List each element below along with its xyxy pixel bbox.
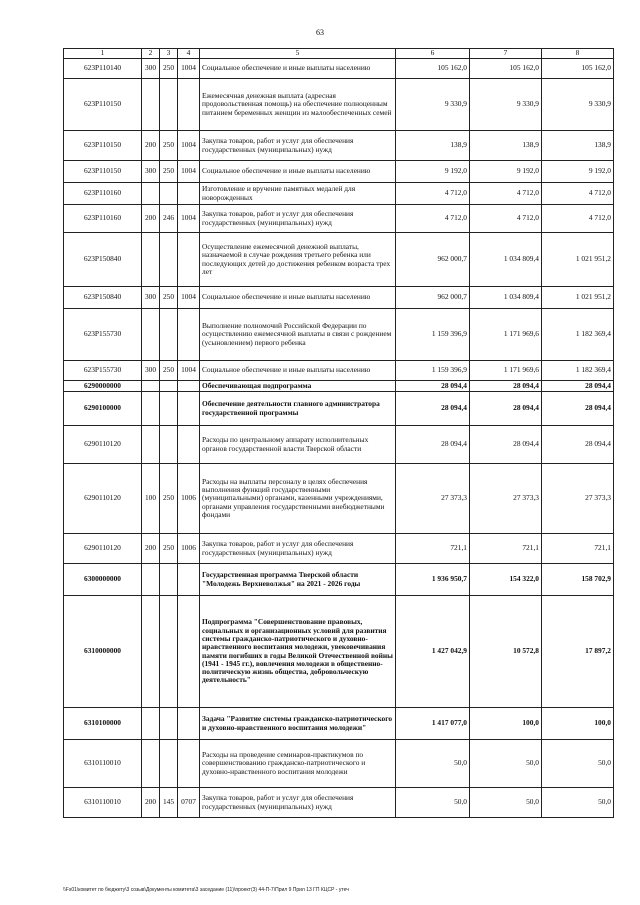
cell-expense-type	[142, 233, 160, 287]
cell-name: Закупка товаров, работ и услуг для обеспечения государственных (муниципальных) нужд	[200, 131, 396, 161]
table-row	[64, 596, 614, 708]
cell-admin-code: 250	[160, 131, 178, 161]
cell-admin-code	[160, 79, 178, 131]
cell-amount-col8: 1 182 369,4	[542, 309, 614, 361]
cell-expense-type: 200	[142, 131, 160, 161]
cell-admin-code	[160, 708, 178, 740]
cell-code: 623P150840	[64, 233, 142, 287]
cell-amount-col6: 28 094,4	[396, 381, 470, 392]
table-row	[64, 740, 614, 788]
cell-amount-col8: 1 182 369,4	[542, 361, 614, 381]
cell-admin-code: 250	[160, 161, 178, 183]
cell-amount-col6: 4 712,0	[396, 205, 470, 233]
cell-code: 6310100000	[64, 708, 142, 740]
cell-name: Ежемесячная денежная выплата (адресная продовольственная помощь) на обеспечение полноценным питанием беременных женщин из малообеспеченных семей	[200, 79, 396, 131]
cell-amount-col6: 1 159 396,9	[396, 361, 470, 381]
col-header: 8	[542, 49, 614, 59]
cell-amount-col6: 28 094,4	[396, 392, 470, 426]
table-row	[64, 183, 614, 205]
cell-expense-type	[142, 381, 160, 392]
cell-admin-code: 250	[160, 534, 178, 564]
cell-name: Обеспечивающая подпрограмма	[200, 381, 396, 392]
cell-amount-col7: 9 330,9	[470, 79, 542, 131]
cell-amount-col8: 1 021 951,2	[542, 287, 614, 309]
table-row	[64, 464, 614, 534]
table-row	[64, 287, 614, 309]
cell-name: Социальное обеспечение и иные выплаты населению	[200, 287, 396, 309]
cell-amount-col8: 28 094,4	[542, 426, 614, 464]
cell-code: 6290000000	[64, 381, 142, 392]
cell-code: 623P110160	[64, 183, 142, 205]
cell-amount-col8: 138,9	[542, 131, 614, 161]
cell-admin-code	[160, 381, 178, 392]
cell-amount-col6: 9 192,0	[396, 161, 470, 183]
cell-section-code: 1004	[178, 59, 200, 79]
cell-section-code	[178, 740, 200, 788]
cell-amount-col8: 1 021 951,2	[542, 233, 614, 287]
cell-amount-col6: 1 417 077,0	[396, 708, 470, 740]
cell-name: Подпрограмма "Совершенствование правовых, социальных и организационных условий для развития системы гражданско-патриотического и духовно-нравственного воспитания молодежи, увековечивания памяти погибших в годы Великой Отечественной войны (1941 - 1945 гг.), вовлечения молодежи в общественно-политическую жизнь общества, добровольческую деятельность"	[200, 596, 396, 708]
cell-code: 623P110140	[64, 59, 142, 79]
col-header: 6	[396, 49, 470, 59]
cell-admin-code	[160, 740, 178, 788]
cell-code: 623P110160	[64, 205, 142, 233]
cell-name: Социальное обеспечение и иные выплаты населению	[200, 59, 396, 79]
cell-amount-col6: 1 936 950,7	[396, 564, 470, 596]
cell-amount-col6: 962 000,7	[396, 287, 470, 309]
cell-name: Изготовление и вручение памятных медалей для новорожденных	[200, 183, 396, 205]
page-number: 63	[316, 28, 324, 37]
cell-admin-code	[160, 596, 178, 708]
cell-admin-code: 250	[160, 464, 178, 534]
cell-code: 6310110010	[64, 740, 142, 788]
cell-section-code	[178, 183, 200, 205]
cell-amount-col8: 27 373,3	[542, 464, 614, 534]
cell-section-code: 1006	[178, 534, 200, 564]
cell-admin-code: 250	[160, 59, 178, 79]
cell-section-code	[178, 381, 200, 392]
cell-amount-col7: 28 094,4	[470, 381, 542, 392]
cell-amount-col6: 962 000,7	[396, 233, 470, 287]
cell-section-code: 1004	[178, 287, 200, 309]
cell-name: Выполнение полномочий Российской Федерации по осуществлению ежемесячной выплаты в связи с рождением (усыновлением) первого ребенка	[200, 309, 396, 361]
cell-amount-col7: 28 094,4	[470, 426, 542, 464]
cell-section-code	[178, 233, 200, 287]
cell-name: Социальное обеспечение и иные выплаты населению	[200, 361, 396, 381]
cell-code: 6290110120	[64, 534, 142, 564]
cell-code: 6290110120	[64, 464, 142, 534]
cell-amount-col6: 50,0	[396, 788, 470, 818]
cell-amount-col6: 4 712,0	[396, 183, 470, 205]
cell-amount-col7: 50,0	[470, 788, 542, 818]
cell-expense-type: 100	[142, 464, 160, 534]
cell-section-code	[178, 79, 200, 131]
cell-code: 6300000000	[64, 564, 142, 596]
cell-admin-code: 250	[160, 287, 178, 309]
cell-amount-col8: 28 094,4	[542, 392, 614, 426]
cell-code: 623P155730	[64, 309, 142, 361]
cell-code: 623P110150	[64, 131, 142, 161]
cell-name: Закупка товаров, работ и услуг для обеспечения государственных (муниципальных) нужд	[200, 788, 396, 818]
cell-section-code	[178, 392, 200, 426]
cell-admin-code	[160, 426, 178, 464]
cell-section-code	[178, 564, 200, 596]
cell-amount-col7: 4 712,0	[470, 183, 542, 205]
cell-code: 6310110010	[64, 788, 142, 818]
cell-amount-col6: 105 162,0	[396, 59, 470, 79]
cell-amount-col6: 1 427 042,9	[396, 596, 470, 708]
cell-section-code: 1004	[178, 205, 200, 233]
col-header: 2	[142, 49, 160, 59]
cell-amount-col8: 9 330,9	[542, 79, 614, 131]
table-row	[64, 381, 614, 392]
col-header: 7	[470, 49, 542, 59]
cell-section-code	[178, 309, 200, 361]
cell-amount-col6: 721,1	[396, 534, 470, 564]
cell-amount-col6: 1 159 396,9	[396, 309, 470, 361]
cell-amount-col7: 1 034 809,4	[470, 233, 542, 287]
cell-amount-col7: 27 373,3	[470, 464, 542, 534]
col-header: 1	[64, 49, 142, 59]
table-row	[64, 534, 614, 564]
cell-amount-col6: 27 373,3	[396, 464, 470, 534]
cell-section-code	[178, 708, 200, 740]
cell-amount-col7: 9 192,0	[470, 161, 542, 183]
cell-expense-type: 200	[142, 205, 160, 233]
cell-section-code: 1004	[178, 361, 200, 381]
cell-expense-type	[142, 309, 160, 361]
cell-expense-type	[142, 596, 160, 708]
footer-file-path: \\Fs01\комитет по бюджету\3 созыв\Документы комитета\3 заседание (11)\проект(3) 44-П-7\Прил 9 Прил 13 ГП КЦСР - утеч	[63, 887, 349, 893]
table-row	[64, 564, 614, 596]
cell-amount-col6: 28 094,4	[396, 426, 470, 464]
table-row	[64, 233, 614, 287]
cell-expense-type	[142, 79, 160, 131]
cell-amount-col8: 158 702,9	[542, 564, 614, 596]
cell-code: 623P110150	[64, 161, 142, 183]
table-row	[64, 131, 614, 161]
cell-amount-col7: 28 094,4	[470, 392, 542, 426]
cell-section-code: 1004	[178, 131, 200, 161]
cell-amount-col7: 1 171 969,6	[470, 309, 542, 361]
cell-amount-col6: 138,9	[396, 131, 470, 161]
cell-admin-code	[160, 309, 178, 361]
cell-amount-col8: 50,0	[542, 788, 614, 818]
cell-amount-col6: 50,0	[396, 740, 470, 788]
table-row	[64, 426, 614, 464]
col-header: 3	[160, 49, 178, 59]
cell-name: Государственная программа Тверской области "Молодежь Верхневолжья" на 2021 - 2026 годы	[200, 564, 396, 596]
cell-amount-col7: 105 162,0	[470, 59, 542, 79]
cell-amount-col8: 4 712,0	[542, 205, 614, 233]
cell-expense-type	[142, 392, 160, 426]
cell-name: Задача "Развитие системы гражданско-патриотического и духовно-нравственного воспитания молодежи"	[200, 708, 396, 740]
cell-code: 623P155730	[64, 361, 142, 381]
cell-amount-col8: 28 094,4	[542, 381, 614, 392]
cell-expense-type	[142, 183, 160, 205]
cell-expense-type: 200	[142, 788, 160, 818]
table-row	[64, 361, 614, 381]
cell-name: Закупка товаров, работ и услуг для обеспечения государственных (муниципальных) нужд	[200, 205, 396, 233]
cell-amount-col7: 10 572,8	[470, 596, 542, 708]
cell-section-code	[178, 426, 200, 464]
cell-code: 623P110150	[64, 79, 142, 131]
cell-name: Социальное обеспечение и иные выплаты населению	[200, 161, 396, 183]
cell-expense-type: 200	[142, 534, 160, 564]
cell-name: Расходы на выплаты персоналу в целях обеспечения выполнения функций государственными (муниципальными) органами, казенными учреждениями, органами управления государственными внебюджетными фондами	[200, 464, 396, 534]
col-header: 4	[178, 49, 200, 59]
cell-amount-col6: 9 330,9	[396, 79, 470, 131]
cell-amount-col7: 1 171 969,6	[470, 361, 542, 381]
cell-expense-type: 300	[142, 161, 160, 183]
table-row	[64, 59, 614, 79]
cell-amount-col7: 138,9	[470, 131, 542, 161]
col-header: 5	[200, 49, 396, 59]
cell-amount-col7: 4 712,0	[470, 205, 542, 233]
table-row	[64, 708, 614, 740]
cell-amount-col7: 50,0	[470, 740, 542, 788]
cell-expense-type	[142, 426, 160, 464]
cell-expense-type: 300	[142, 59, 160, 79]
table-row	[64, 205, 614, 233]
cell-expense-type	[142, 564, 160, 596]
table-row	[64, 392, 614, 426]
cell-amount-col8: 9 192,0	[542, 161, 614, 183]
cell-amount-col8: 721,1	[542, 534, 614, 564]
cell-amount-col8: 4 712,0	[542, 183, 614, 205]
cell-admin-code: 246	[160, 205, 178, 233]
cell-name: Расходы по центральному аппарату исполнительных органов государственной власти Тверской области	[200, 426, 396, 464]
cell-name: Осуществление ежемесячной денежной выплаты, назначаемой в случае рождения третьего ребенка или последующих детей до достижения ребенком возраста трех лет	[200, 233, 396, 287]
cell-name: Закупка товаров, работ и услуг для обеспечения государственных (муниципальных) нужд	[200, 534, 396, 564]
table-row	[64, 79, 614, 131]
cell-section-code: 0707	[178, 788, 200, 818]
table-row	[64, 309, 614, 361]
cell-amount-col7: 154 322,0	[470, 564, 542, 596]
cell-admin-code: 250	[160, 361, 178, 381]
table-row	[64, 161, 614, 183]
cell-section-code	[178, 596, 200, 708]
cell-expense-type: 300	[142, 287, 160, 309]
cell-admin-code	[160, 183, 178, 205]
cell-expense-type: 300	[142, 361, 160, 381]
cell-code: 6310000000	[64, 596, 142, 708]
cell-admin-code	[160, 233, 178, 287]
cell-admin-code	[160, 564, 178, 596]
cell-amount-col7: 100,0	[470, 708, 542, 740]
cell-amount-col8: 105 162,0	[542, 59, 614, 79]
cell-expense-type	[142, 740, 160, 788]
cell-name: Расходы на проведение семинаров-практикумов по совершенствованию гражданско-патриотического и духовно-нравственного воспитания молодежи	[200, 740, 396, 788]
cell-section-code: 1004	[178, 161, 200, 183]
cell-expense-type	[142, 708, 160, 740]
cell-code: 6290100000	[64, 392, 142, 426]
budget-table	[63, 48, 614, 818]
cell-code: 623P150840	[64, 287, 142, 309]
cell-section-code: 1006	[178, 464, 200, 534]
cell-admin-code	[160, 392, 178, 426]
cell-amount-col8: 50,0	[542, 740, 614, 788]
cell-amount-col7: 1 034 809,4	[470, 287, 542, 309]
table-row	[64, 788, 614, 818]
cell-admin-code: 145	[160, 788, 178, 818]
cell-amount-col8: 17 897,2	[542, 596, 614, 708]
cell-amount-col7: 721,1	[470, 534, 542, 564]
cell-amount-col8: 100,0	[542, 708, 614, 740]
cell-code: 6290110120	[64, 426, 142, 464]
cell-name: Обеспечение деятельности главного администратора государственной программы	[200, 392, 396, 426]
table-header-row	[64, 49, 614, 59]
